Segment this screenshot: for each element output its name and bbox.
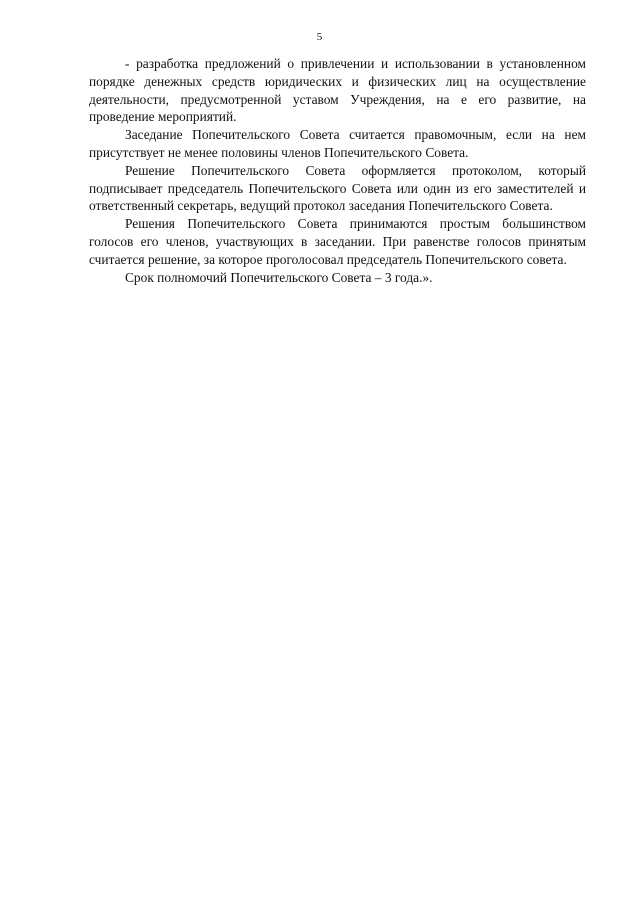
document-body (89, 55, 586, 286)
paragraph-meeting-quorum: Заседание Попечительского Совета считается правомочным, если на нем присутствует не менее половины членов Попечительского Совета. (89, 127, 586, 160)
paragraph-term-of-office: Срок полномочий Попечительского Совета – 3 года.». (125, 269, 433, 285)
page-number: 5 (316, 31, 323, 43)
paragraph-decision-protocol: Решение Попечительского Совета оформляется протоколом, который подписывает председатель Попечительского Совета или один из его заместителей и ответственный секретарь, ведущий протокол заседания Попечительского Совета. (89, 162, 586, 214)
paragraph-fundraising-proposals: - разработка предложений о привлечении и использовании в установленном порядке денежных средств юридических и физических лиц на осуществление деятельности, предусмотренной уставом Учреждения, на е его развитие, на проведение мероприятий. (89, 56, 586, 125)
paragraph-voting-rules: Решения Попечительского Совета принимаются простым большинством голосов его членов, участвующих в заседании. При равенстве голосов принятым считается решение, за которое проголосовал председатель Попечительского совета. (89, 216, 586, 267)
